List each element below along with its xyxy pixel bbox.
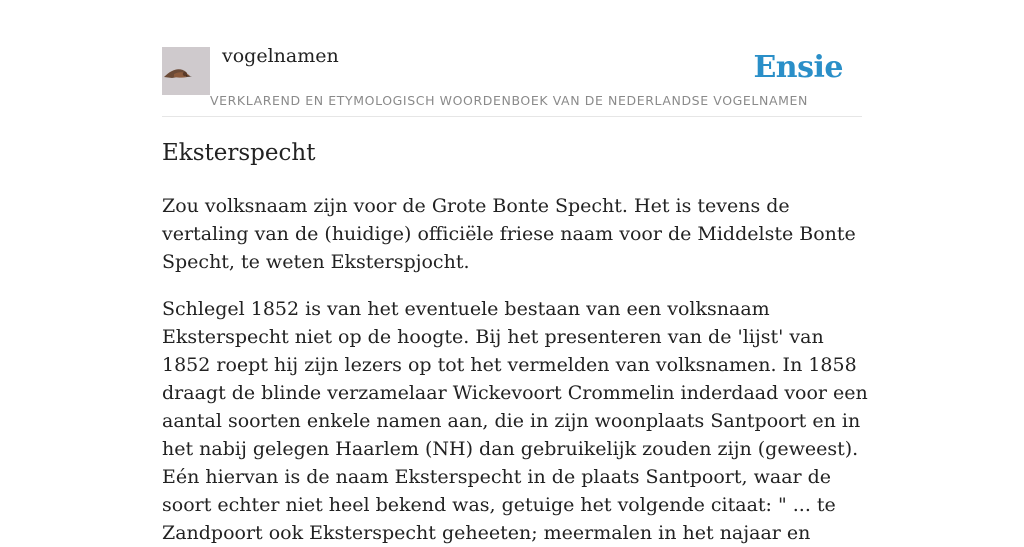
blog-tagline: VERKLAREND EN ETYMOLOGISCH WOORDENBOEK VAN DE NEDERLANDSE VOGELNAMEN [210, 93, 808, 108]
article-paragraph: Schlegel 1852 is van het eventuele bestaan van een volksnaam Eksterspecht niet op de hoogte. Bij het presenteren van de 'lijst' van 1852 roept hij zijn lezers op tot het vermelden van volksnamen. In 1858 draagt de blinde verzamelaar Wickevoort Crommelin inderdaad voor een aantal soorten enkele namen aan, die in zijn woonplaats Santpoort en in het nabij gelegen Haarlem (NH) dan gebruikelijk zouden zijn (geweest). Eén hiervan is de naam Eksterspecht in de plaats Santpoort, waar de soort echter niet heel bekend was, getuige het volgende citaat: " ... te Zandpoort ook Eksterspecht geheeten; meermalen in het najaar en [162, 298, 868, 544]
article-paragraph: Zou volksnaam zijn voor de Grote Bonte Specht. Het is tevens de vertaling van de (huidige) officiële friese naam voor de Middelste Bonte Specht, te weten Eksterspjocht. [162, 195, 856, 273]
ensie-logo-link[interactable]: Ensie [753, 50, 843, 85]
content-container [162, 0, 868, 544]
blog-name-link[interactable]: vogelnamen [222, 45, 339, 67]
article-title: Eksterspecht [162, 140, 316, 166]
avatar[interactable] [162, 47, 210, 95]
header [162, 0, 862, 117]
bird-photo-icon [162, 47, 210, 95]
